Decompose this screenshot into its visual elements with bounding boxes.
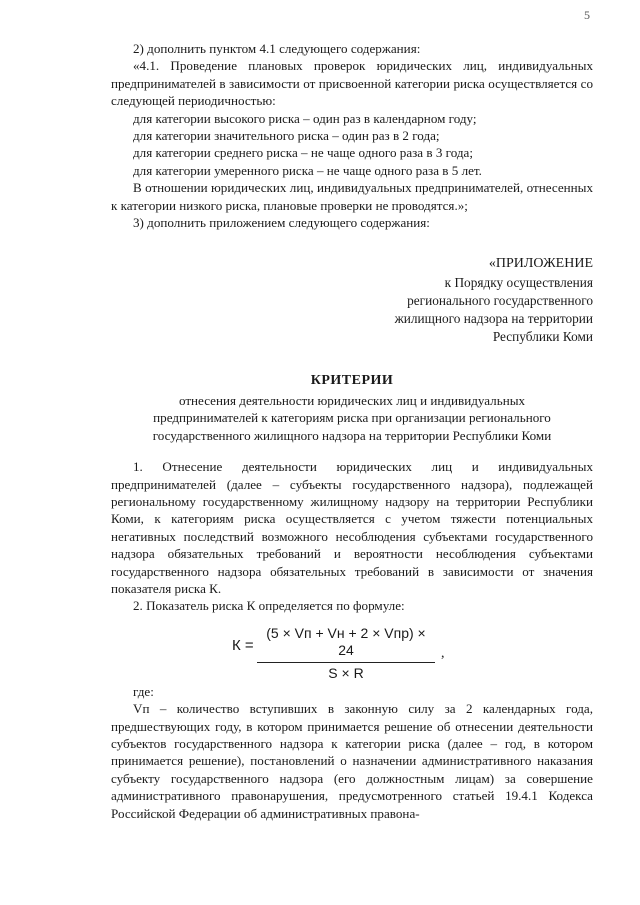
appendix-line: регионального государственного	[407, 292, 593, 308]
appendix-line: к Порядку осуществления	[444, 274, 593, 290]
where-label: где:	[133, 683, 154, 699]
intro-section	[111, 40, 593, 231]
appendix-header	[111, 255, 593, 346]
formula-denominator: S × R	[328, 664, 364, 681]
intro-paragraph: для категории умеренного риска – не чаще одного раза в 5 лет.	[133, 162, 482, 178]
formula-fraction	[257, 625, 435, 682]
document-body	[111, 40, 593, 822]
intro-paragraph: 3) дополнить приложением следующего содержания:	[133, 215, 430, 231]
intro-paragraph: В отношении юридических лиц, индивидуальных предпринимателей, отнесенных к категории низкого риска, плановые проверки не проводятся.»;	[111, 180, 593, 213]
page-number: 5	[584, 8, 590, 22]
criteria-subtitle-line: предпринимателей к категориям риска при организации регионального	[153, 410, 551, 426]
criteria-title: КРИТЕРИИ	[310, 373, 394, 389]
intro-paragraph: «4.1. Проведение плановых проверок юридических лиц, индивидуальных предпринимателей в зависимости от присвоенной категории риска осуществляется со следующей периодичностью:	[111, 58, 593, 109]
criteria-subtitle-line: отнесения деятельности юридических лиц и индивидуальных	[178, 392, 526, 408]
appendix-title: «ПРИЛОЖЕНИЕ	[488, 256, 593, 272]
definition-vp: Vп – количество вступивших в законную силу за 2 календарных года, предшествующих году, в котором принимается решение об отнесении деятельности субъектов государственного надзора к категории риска (далее – год, в котором принимается решение), постановлений о назначении административного наказания субъекту государственного надзора (его должностным лицам) за совершение административного правонарушения, предусмотренного статьей 19.4.1 Кодекса Российской Федерации об административных правона-	[111, 701, 593, 821]
intro-paragraph: для категории значительного риска – один раз в 2 года;	[133, 128, 440, 144]
paragraph-2: 2. Показатель риска К определяется по формуле:	[133, 598, 405, 614]
criteria-subtitle	[111, 392, 593, 444]
intro-paragraph: для категории среднего риска – не чаще одного раза в 3 года;	[133, 145, 473, 161]
appendix-line: Республики Коми	[492, 329, 593, 345]
intro-paragraph: 2) дополнить пунктом 4.1 следующего содержания:	[133, 41, 421, 56]
formula-numerator: (5 × Vп + Vн + 2 × Vпр) × 24	[257, 625, 435, 663]
risk-formula	[111, 624, 593, 681]
paragraph-1: 1. Отнесение деятельности юридических лиц и индивидуальных предпринимателей (далее – субъекты государственного надзора), подлежащей региональному государственному жилищному надзору на территории Республики Коми, к категориям риска осуществляется с учетом тяжести потенциальных негативных последствий возможного несоблюдения субъектами государственного надзора обязательных требований и вероятности несоблюдения субъектами государственного надзора обязательных требований в зависимости от значения показателя риска К.	[111, 459, 593, 596]
appendix-line: жилищного надзора на территории	[394, 311, 593, 327]
formula-lhs: К =	[232, 636, 254, 654]
criteria-subtitle-line: государственного жилищного надзора на территории Республики Коми	[152, 427, 552, 443]
intro-paragraph: для категории высокого риска – один раз в календарном году;	[133, 110, 477, 126]
formula-comma: ,	[441, 645, 445, 661]
